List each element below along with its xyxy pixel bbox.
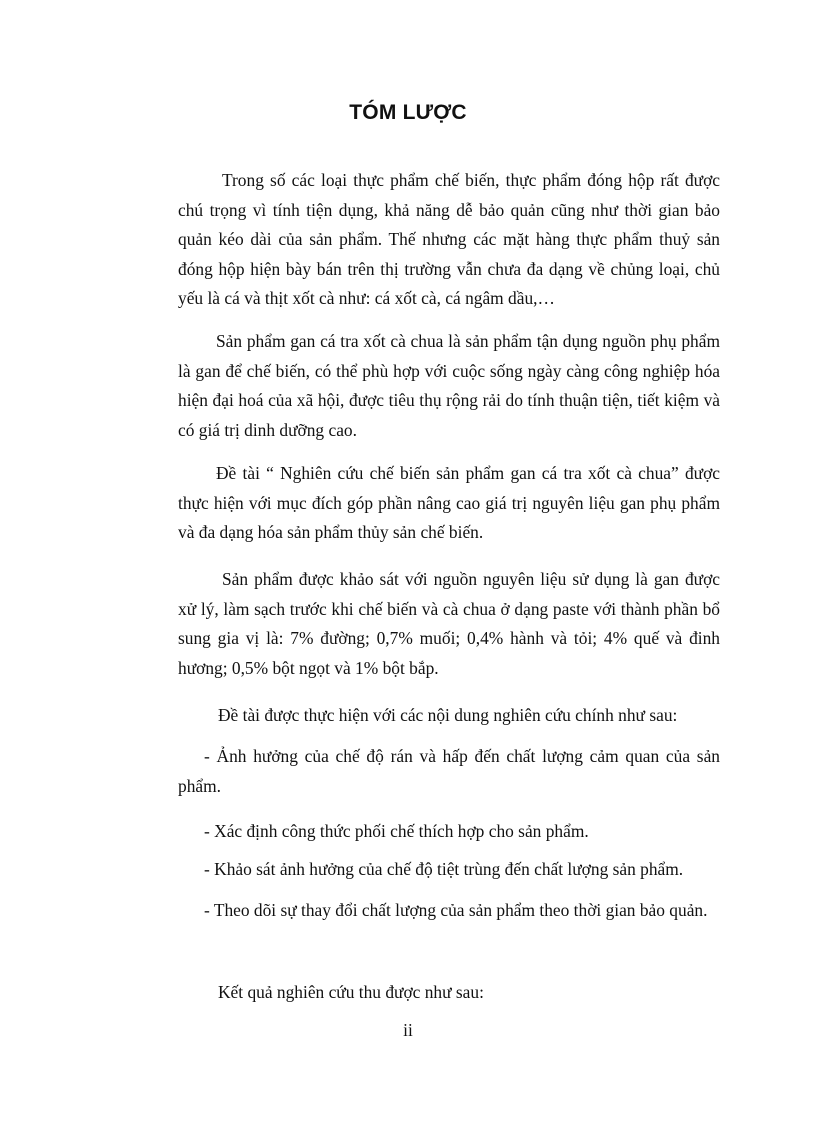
page-number: ii [403,1020,413,1040]
bullet-item: - Ảnh hưởng của chế độ rán và hấp đến chất lượng cảm quan của sản phẩm. [178,746,720,796]
paragraph-survey: Sản phẩm được khảo sát với nguồn nguyên liệu sử dụng là gan được xử lý, làm sạch trước khi chế biến và cà chua ở dạng paste với thành phần bổ sung gia vị là: 7% đường; 0,7% muối; 0,4% hành và tỏi; 4% quế và đinh hương; 0,5% bột ngọt và 1% bột bắp. [178,569,720,678]
paragraph-product: Sản phẩm gan cá tra xốt cà chua là sản phẩm tận dụng nguồn phụ phẩm là gan để chế biến, có thể phù hợp với cuộc sống ngày càng công nghiệp hóa hiện đại hoá của xã hội, được tiêu thụ rộng rải do tính thuận tiện, tiết kiệm và có giá trị dinh dưỡng cao. [178,331,720,440]
bullet-item: - Theo dõi sự thay đổi chất lượng của sản phẩm theo thời gian bảo quản. [204,900,708,920]
bullet-item: - Xác định công thức phối chế thích hợp cho sản phẩm. [204,821,589,841]
paragraph-intro: Trong số các loại thực phẩm chế biến, thực phẩm đóng hộp rất được chú trọng vì tính tiện dụng, khả năng dễ bảo quản cũng như thời gian bảo quản kéo dài của sản phẩm. Thế nhưng các mặt hàng thực phẩm thuỷ sản đóng hộp hiện bày bán trên thị trường vẫn chưa đa dạng về chủng loại, chủ yếu là cá và thịt xốt cà như: cá xốt cà, cá ngâm dầu,… [178,170,720,308]
paragraph-content-intro: Đề tài được thực hiện với các nội dung nghiên cứu chính như sau: [218,705,678,725]
results-intro: Kết quả nghiên cứu thu được như sau: [218,982,484,1002]
bullet-item: - Khảo sát ảnh hưởng của chế độ tiệt trùng đến chất lượng sản phẩm. [204,859,684,879]
paragraph-topic: Đề tài “ Nghiên cứu chế biến sản phẩm gan cá tra xốt cà chua” được thực hiện với mục đích góp phần nâng cao giá trị nguyên liệu gan phụ phẩm và đa dạng hóa sản phẩm thủy sản chế biến. [178,463,720,542]
page-title: TÓM LƯỢC [349,101,467,124]
